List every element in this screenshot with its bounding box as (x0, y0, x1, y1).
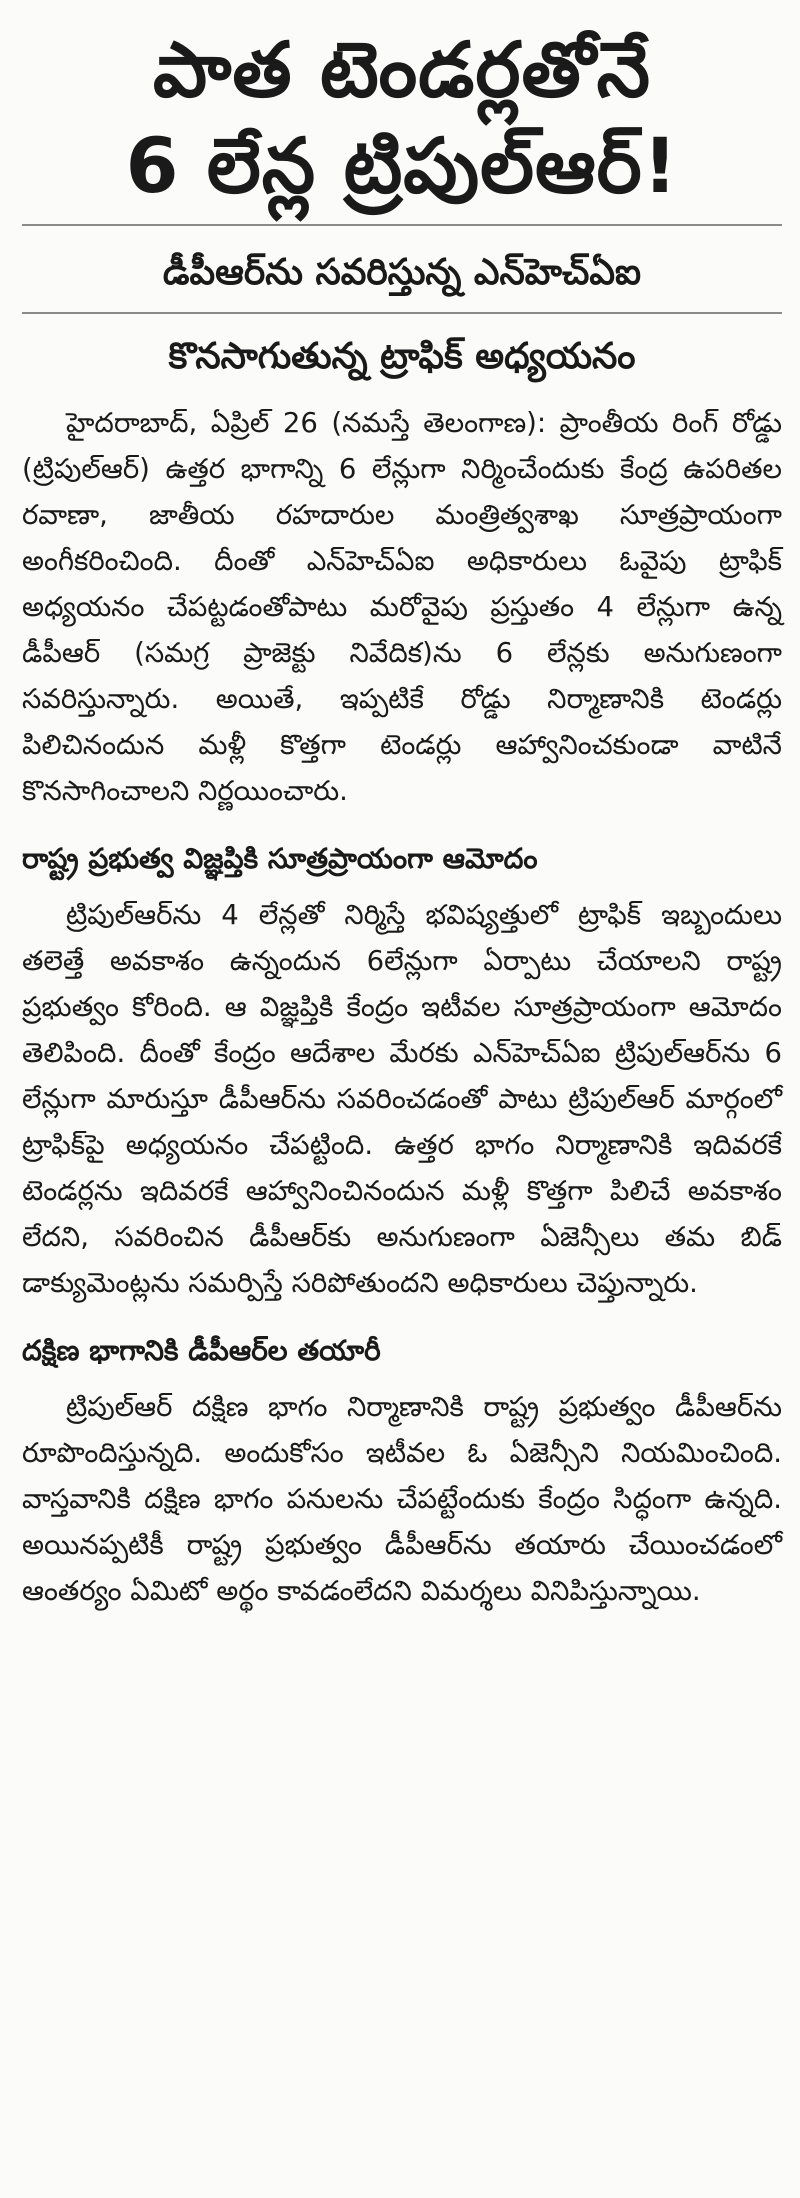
body-paragraph-3: ట్రిపుల్‌ఆర్‌ దక్షిణ భాగం నిర్మాణానికి రాష్ట్ర ప్రభుత్వం డీపీఆర్‌ను రూపొందిస్తున్నది. అందుకోసం ఇటీవల ఓ ఏజెన్సీని నియమించింది. వాస్తవానికి దక్షిణ భాగం పనులను చేపట్టేందుకు కేంద్రం సిద్ధంగా ఉన్నది. అయినప్పటికీ రాష్ట్ర ప్రభుత్వం డీపీఆర్‌ను తయారు చేయించడంలో ఆంతర్యం ఏమిటో అర్థం కావడంలేదని విమర్శలు వినిపిస్తున్నాయి. (22, 1391, 782, 1607)
body-paragraph-2: ట్రిపుల్‌ఆర్‌ను 4 లేన్లతో నిర్మిస్తే భవిష్యత్తులో ట్రాఫిక్‌ ఇబ్బందులు తలెత్తే అవకాశం ఉన్నందున 6లేన్లుగా ఏర్పాటు చేయాలని రాష్ట్ర ప్రభుత్వం కోరింది. ఆ విజ్ఞప్తికి కేంద్రం ఇటీవల సూత్రప్రాయంగా ఆమోదం తెలిపింది. దీంతో కేంద్రం ఆదేశాల మేరకు ఎన్‌హెచ్‌ఏఐ ట్రిపుల్‌ఆర్‌ను 6 లేన్లుగా మారుస్తూ డీపీఆర్‌ను సవరించడంతో పాటు ట్రిపుల్‌ఆర్‌ మార్గంలో ట్రాఫిక్‌పై అధ్యయనం చేపట్టింది. ఉత్తర భాగం నిర్మాణానికి ఇదివరకే టెండర్లను ఇదివరకే ఆహ్వానించినందున మళ్లీ కొత్తగా పిలిచే అవకాశం లేదని, సవరించిన డీపీఆర్‌కు అనుగుణంగా ఏజెన్సీలు తమ బిడ్‌ డాక్యుమెంట్లను సమర్పిస్తే సరిపోతుందని అధికారులు చెప్తున్నారు. (22, 899, 782, 1299)
headline-divider (22, 224, 782, 226)
deck-line-2: కొనసాగుతున్న ట్రాఫిక్‌ అధ్యయనం (168, 336, 636, 377)
headline-line-2: 6 లేన్ల ట్రిపుల్‌ఆర్‌! (125, 121, 679, 210)
deck-divider (22, 312, 782, 314)
subheading-2: దక్షిణ భాగానికి డీపీఆర్‌ల తయారీ (22, 1334, 381, 1367)
headline-line-1: పాత టెండర్లతోనే (153, 25, 651, 114)
deck-line-1: డీపీఆర్‌ను సవరిస్తున్న ఎన్‌హెచ్‌ఏఐ (162, 252, 642, 293)
subheading-1: రాష్ట్ర ప్రభుత్వ విజ్ఞప్తికి సూత్రప్రాయంగా ఆమోదం (22, 842, 538, 875)
body-paragraph-1: హైదరాబాద్‌, ఏప్రిల్‌ 26 (నమస్తే తెలంగాణ): ప్రాంతీయ రింగ్‌ రోడ్డు (ట్రిపుల్‌ఆర్‌) ఉత్తర భాగాన్ని 6 లేన్లుగా నిర్మించేందుకు కేంద్ర ఉపరితల రవాణా, జాతీయ రహదారుల మంత్రిత్వశాఖ సూత్రప్రాయంగా అంగీకరించింది. దీంతో ఎన్‌హెచ్‌ఏఐ అధికారులు ఓవైపు ట్రాఫిక్‌ అధ్యయనం చేపట్టడంతోపాటు మరోవైపు ప్రస్తుతం 4 లేన్లుగా ఉన్న డీపీఆర్‌ (సమగ్ర ప్రాజెక్టు నివేదిక)ను 6 లేన్లకు అనుగుణంగా సవరిస్తున్నారు. అయితే, ఇప్పటికే రోడ్డు నిర్మాణానికి టెండర్లు పిలిచినందున మళ్లీ కొత్తగా టెండర్లు ఆహ్వానించకుండా వాటినే కొనసాగించాలని నిర్ణయించారు. (22, 407, 782, 807)
